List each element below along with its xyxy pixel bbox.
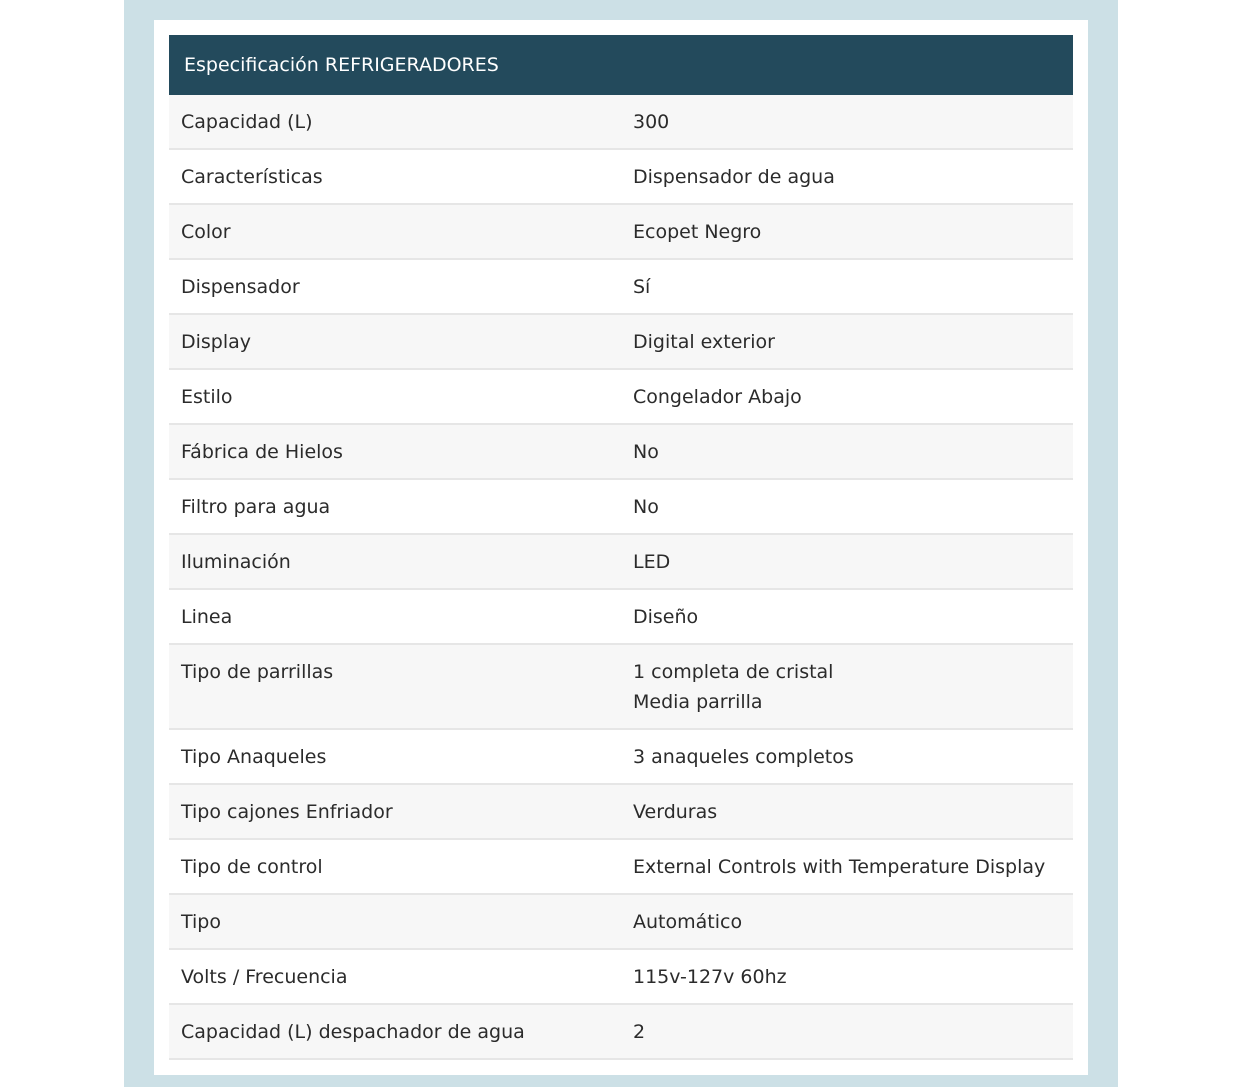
table-row	[169, 205, 1073, 260]
table-row	[169, 895, 1073, 950]
row-value: Sí	[633, 276, 651, 298]
table-row	[169, 590, 1073, 645]
row-value: Digital exterior	[633, 331, 775, 353]
row-label: Iluminación	[181, 551, 291, 573]
row-value: Verduras	[633, 801, 718, 823]
table-row	[169, 260, 1073, 315]
row-label: Color	[181, 221, 231, 243]
row-label: Capacidad (L)	[181, 111, 313, 133]
row-value: 3 anaqueles completos	[633, 746, 854, 768]
table-row	[169, 315, 1073, 370]
row-value-line: 1 completa de cristal	[633, 661, 834, 683]
row-label: Tipo cajones Enfriador	[181, 801, 393, 823]
row-value: External Controls with Temperature Display	[633, 856, 1046, 878]
table-row	[169, 785, 1073, 840]
table-header: Especificación REFRIGERADORES	[169, 35, 1073, 95]
row-value: Congelador Abajo	[633, 386, 802, 408]
row-value: Dispensador de agua	[633, 166, 835, 188]
row-label: Linea	[181, 606, 233, 628]
table-row	[169, 370, 1073, 425]
table-row	[169, 95, 1073, 150]
table-row	[169, 150, 1073, 205]
row-value-line: Media parrilla	[633, 691, 763, 713]
spec-table	[169, 35, 1073, 1060]
table-row	[169, 480, 1073, 535]
row-value: No	[633, 441, 659, 463]
table-row	[169, 1005, 1073, 1060]
row-value: 300	[633, 111, 670, 133]
table-row	[169, 425, 1073, 480]
row-value: No	[633, 496, 659, 518]
row-value: LED	[633, 551, 671, 573]
table-row	[169, 535, 1073, 590]
table-row	[169, 645, 1073, 730]
row-label: Tipo de control	[181, 856, 323, 878]
row-label: Fábrica de Hielos	[181, 441, 343, 463]
row-label: Capacidad (L) despachador de agua	[181, 1021, 525, 1043]
row-value: Diseño	[633, 606, 699, 628]
row-label: Tipo Anaqueles	[181, 746, 327, 768]
row-label: Tipo de parrillas	[181, 661, 334, 683]
row-label: Volts / Frecuencia	[181, 966, 348, 988]
row-label: Dispensador	[181, 276, 300, 298]
row-label: Características	[181, 166, 323, 188]
row-label: Display	[181, 331, 252, 353]
row-value: Automático	[633, 911, 743, 933]
row-label: Tipo	[181, 911, 221, 933]
row-value: Ecopet Negro	[633, 221, 762, 243]
row-value: 115v-127v 60hz	[633, 966, 787, 988]
row-label: Filtro para agua	[181, 496, 331, 518]
table-row	[169, 840, 1073, 895]
row-value: 2	[633, 1021, 646, 1043]
row-label: Estilo	[181, 386, 233, 408]
table-row	[169, 950, 1073, 1005]
row-value	[621, 645, 1073, 717]
table-row	[169, 730, 1073, 785]
